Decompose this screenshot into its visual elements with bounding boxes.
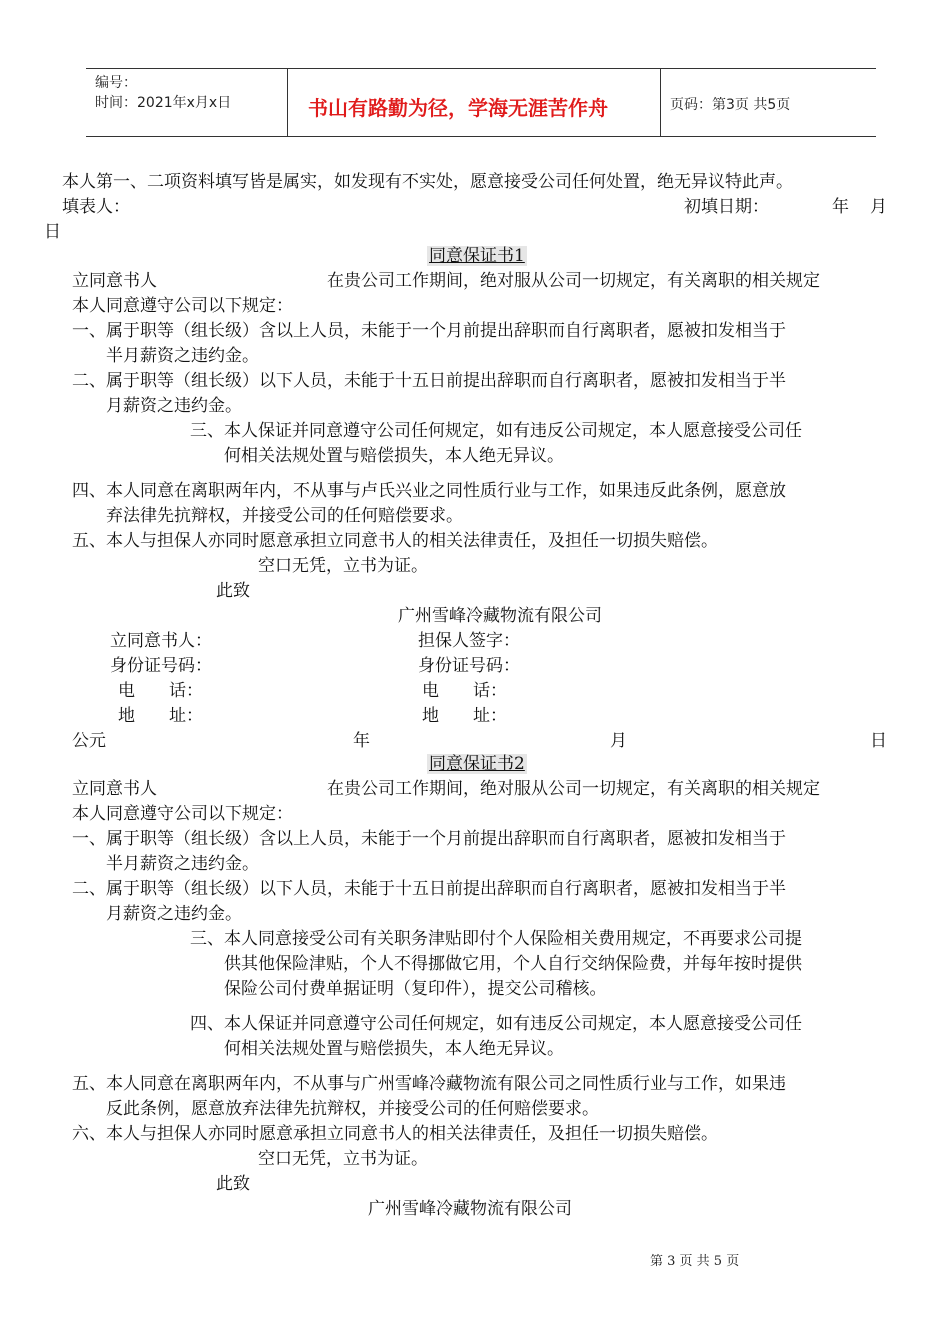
- signer-address-label: 地 址：: [118, 706, 203, 726]
- section2-closing1: 空口无凭，立书为证。: [258, 1149, 428, 1169]
- date-day: 日: [870, 731, 887, 751]
- section2-item2-a: 二、属于职等（组长级）以下人员，未能于十五日前提出辞职而自行离职者，愿被扣发相当于半: [72, 879, 786, 899]
- filler-label: 填表人：: [62, 197, 130, 217]
- section1-item2-b: 月薪资之违约金。: [106, 396, 242, 416]
- header-divider-left: [287, 68, 288, 136]
- section2-intro-right: 在贵公司工作期间，绝对服从公司一切规定，有关离职的相关规定: [327, 779, 820, 799]
- section2-item3-c: 保险公司付费单据证明（复印件），提交公司稽核。: [224, 979, 607, 999]
- section2-intro-line2: 本人同意遵守公司以下规定：: [72, 804, 293, 824]
- section2-item5-b: 反此条例，愿意放弃法律先抗辩权，并接受公司的任何赔偿要求。: [106, 1099, 599, 1119]
- section2-company: 广州雪峰冷藏物流有限公司: [368, 1199, 572, 1219]
- signer-label: 立同意书人：: [110, 631, 212, 651]
- section2-item6: 六、本人与担保人亦同时愿意承担立同意书人的相关法律责任，及担任一切损失赔偿。: [72, 1124, 718, 1144]
- signer-id-label: 身份证号码：: [110, 656, 212, 676]
- header-divider-right: [660, 68, 661, 136]
- section1-item4-a: 四、本人同意在离职两年内，不从事与卢氏兴业之同性质行业与工作，如果违反此条例，愿意放: [72, 481, 786, 501]
- first-date-month: 月: [870, 197, 887, 217]
- declaration-line: 本人第一、二项资料填写皆是属实，如发现有不实处，愿意接受公司任何处置，绝无异议特此声。: [62, 172, 793, 192]
- section1-item3-a: 三、本人保证并同意遵守公司任何规定，如有违反公司规定，本人愿意接受公司任: [190, 421, 802, 441]
- first-date-day: 日: [44, 222, 61, 242]
- section1-company: 广州雪峰冷藏物流有限公司: [398, 606, 602, 626]
- section2-item1-a: 一、属于职等（组长级）含以上人员，未能于一个月前提出辞职而自行离职者，愿被扣发相当于: [72, 829, 786, 849]
- section1-intro-right: 在贵公司工作期间，绝对服从公司一切规定，有关离职的相关规定: [327, 271, 820, 291]
- header-bottom-border: [86, 136, 876, 137]
- section2-item3-a: 三、本人同意接受公司有关职务津贴即付个人保险相关费用规定，不再要求公司提: [190, 929, 802, 949]
- header-number-label: 编号：: [95, 75, 137, 91]
- section1-closing1: 空口无凭，立书为证。: [258, 556, 428, 576]
- section1-item4-b: 弃法律先抗辩权，并接受公司的任何赔偿要求。: [106, 506, 463, 526]
- section1-item1-a: 一、属于职等（组长级）含以上人员，未能于一个月前提出辞职而自行离职者，愿被扣发相当于: [72, 321, 786, 341]
- guarantor-phone-label: 电 话：: [422, 681, 507, 701]
- section1-intro-left: 立同意书人: [72, 271, 157, 291]
- header-motto: 书山有路勤为径，学海无涯苦作舟: [308, 96, 608, 120]
- section2-intro-left: 立同意书人: [72, 779, 157, 799]
- section2-item5-a: 五、本人同意在离职两年内，不从事与广州雪峰冷藏物流有限公司之同性质行业与工作，如果违: [72, 1074, 786, 1094]
- date-gongyuan: 公元: [72, 731, 106, 751]
- section1-item1-b: 半月薪资之违约金。: [106, 346, 259, 366]
- guarantor-address-label: 地 址：: [422, 706, 507, 726]
- date-year: 年: [353, 731, 370, 751]
- section1-intro-line2: 本人同意遵守公司以下规定：: [72, 296, 293, 316]
- page-footer: 第 3 页 共 5 页: [650, 1254, 740, 1269]
- header-page-label: 页码：第3页 共5页: [670, 97, 791, 113]
- header-time-label: 时间：2021年x月x日: [95, 95, 232, 111]
- section1-item5: 五、本人与担保人亦同时愿意承担立同意书人的相关法律责任，及担任一切损失赔偿。: [72, 531, 718, 551]
- section1-item2-a: 二、属于职等（组长级）以下人员，未能于十五日前提出辞职而自行离职者，愿被扣发相当于半: [72, 371, 786, 391]
- guarantor-label: 担保人签字：: [418, 631, 520, 651]
- guarantor-id-label: 身份证号码：: [418, 656, 520, 676]
- section1-closing2: 此致: [216, 581, 250, 601]
- section2-item2-b: 月薪资之违约金。: [106, 904, 242, 924]
- section2-item1-b: 半月薪资之违约金。: [106, 854, 259, 874]
- section2-title: 同意保证书2: [429, 754, 525, 774]
- date-month: 月: [610, 731, 627, 751]
- first-date-year: 年: [832, 197, 849, 217]
- section2-closing2: 此致: [216, 1174, 250, 1194]
- section2-item4-a: 四、本人保证并同意遵守公司任何规定，如有违反公司规定，本人愿意接受公司任: [190, 1014, 802, 1034]
- section1-item3-b: 何相关法规处置与赔偿损失，本人绝无异议。: [224, 446, 564, 466]
- signer-phone-label: 电 话：: [118, 681, 203, 701]
- section2-item3-b: 供其他保险津贴，个人不得挪做它用，个人自行交纳保险费，并每年按时提供: [224, 954, 802, 974]
- first-date-label: 初填日期：: [684, 197, 769, 217]
- section1-title: 同意保证书1: [429, 246, 525, 266]
- section2-item4-b: 何相关法规处置与赔偿损失，本人绝无异议。: [224, 1039, 564, 1059]
- header-top-border: [86, 68, 876, 69]
